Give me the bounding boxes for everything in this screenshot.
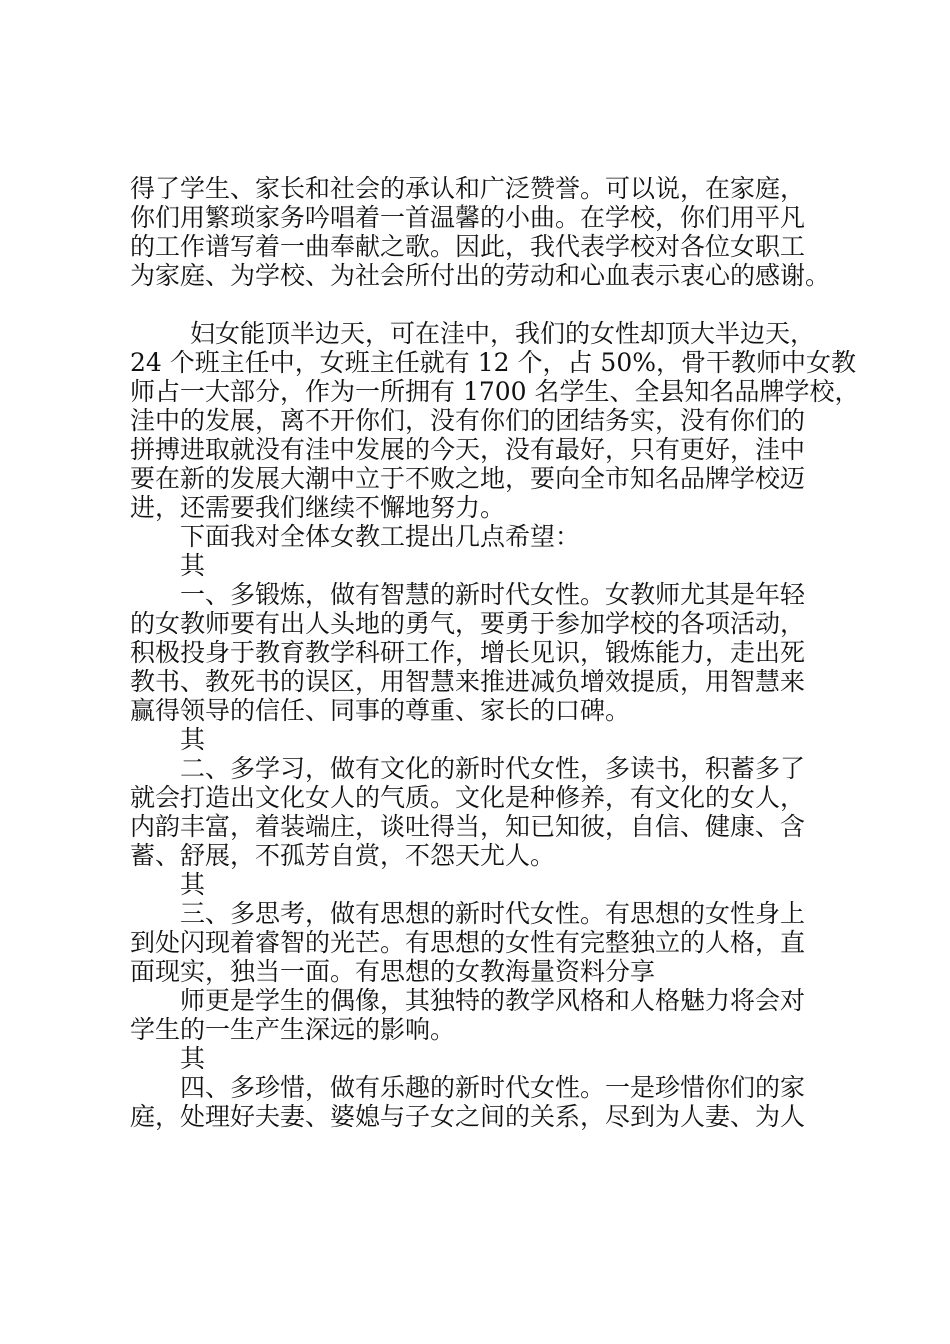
text-line: 到处闪现着睿智的光芒。有思想的女性有完整独立的人格，直 [130,928,806,957]
text-line: 赢得领导的信任、同事的尊重、家长的口碑。 [130,696,631,725]
text-line: 的工作谱写着一曲奉献之歌。因此，我代表学校对各位女职工 [130,232,806,261]
text-line: 其 [180,870,206,899]
text-line: 一、多锻炼，做有智慧的新时代女性。女教师尤其是年轻 [180,580,806,609]
text-line: 24 个班主任中，女班主任就有 12 个，占 50%，骨干教师中女教 [130,348,856,377]
text-line: 二、多学习，做有文化的新时代女性，多读书，积蓄多了 [180,754,806,783]
text-line: 你们用繁琐家务吟唱着一首温馨的小曲。在学校，你们用平凡 [130,203,806,232]
text-line: 积极投身于教育教学科研工作，增长见识，锻炼能力，走出死 [130,638,806,667]
text-line: 庭，处理好夫妻、婆媳与子女之间的关系，尽到为人妻、为人 [130,1102,806,1131]
text-line: 得了学生、家长和社会的承认和广泛赞誉。可以说，在家庭， [130,174,806,203]
text-line: 教书、教死书的误区，用智慧来推进减负增效提质，用智慧来 [130,667,806,696]
paragraph-gap [130,290,850,319]
text-line: 其 [180,725,206,754]
text-line: 其 [180,551,206,580]
text-line: 为家庭、为学校、为社会所付出的劳动和心血表示衷心的感谢。 [130,261,831,290]
text-line: 面现实，独当一面。有思想的女教海量资料分享 [130,957,656,986]
text-line: 的女教师要有出人头地的勇气，要勇于参加学校的各项活动， [130,609,806,638]
text-line: 学生的一生产生深远的影响。 [130,1015,456,1044]
text-line: 要在新的发展大潮中立于不败之地，要向全市知名品牌学校迈 [130,464,806,493]
document-body [130,174,860,1131]
text-line: 进，还需要我们继续不懈地努力。 [130,493,506,522]
text-line: 师更是学生的偶像，其独特的教学风格和人格魅力将会对 [180,986,806,1015]
text-line: 蓄、舒展，不孤芳自赏，不怨天尤人。 [130,841,556,870]
text-line: 妇女能顶半边天，可在洼中，我们的女性却顶大半边天， [190,319,816,348]
text-line: 就会打造出文化女人的气质。文化是种修养，有文化的女人， [130,783,806,812]
text-line: 四、多珍惜，做有乐趣的新时代女性。一是珍惜你们的家 [180,1073,806,1102]
text-line: 拼搏进取就没有洼中发展的今天，没有最好，只有更好，洼中 [130,435,806,464]
text-line: 洼中的发展，离不开你们，没有你们的团结务实，没有你们的 [130,406,806,435]
text-line: 其 [180,1044,206,1073]
text-line: 下面我对全体女教工提出几点希望： [180,522,581,551]
text-line: 内韵丰富，着装端庄，谈吐得当，知已知彼，自信、健康、含 [130,812,806,841]
text-line: 三、多思考，做有思想的新时代女性。有思想的女性身上 [180,899,806,928]
text-line: 师占一大部分，作为一所拥有 1700 名学生、全县知名品牌学校， [130,377,860,406]
